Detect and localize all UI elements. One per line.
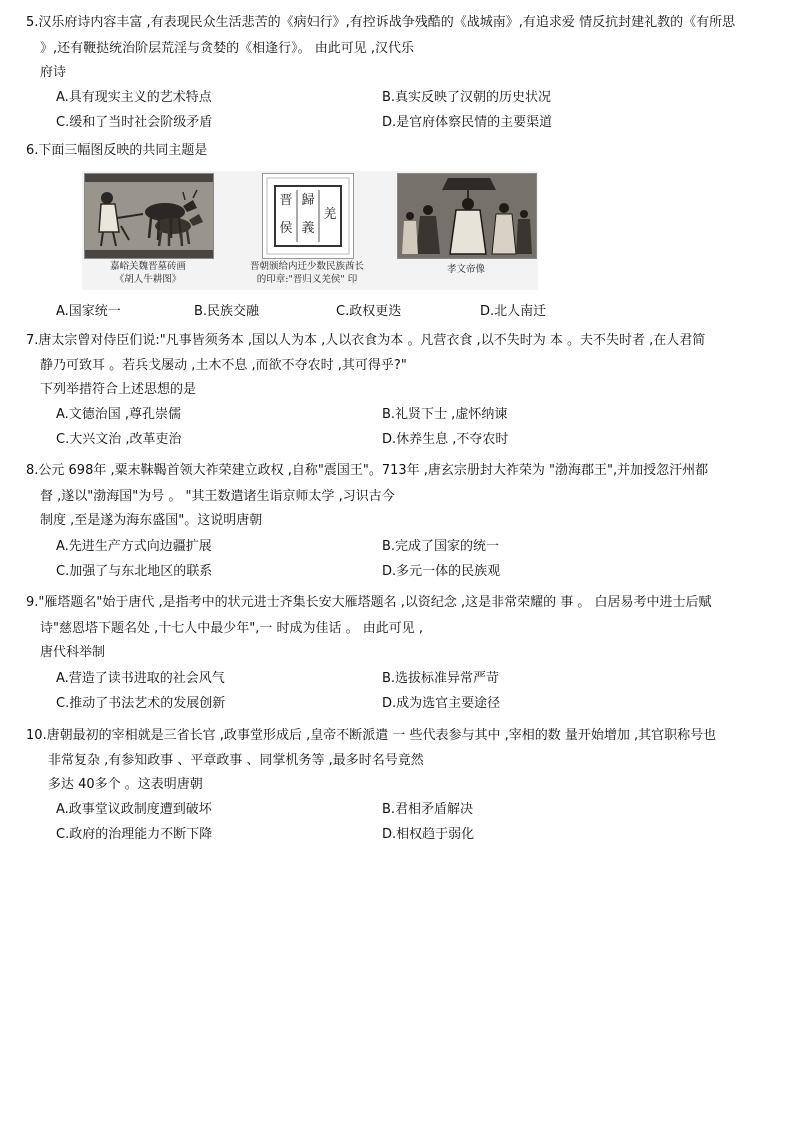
q7-option-d[interactable]: D.休养生息 ,不夺农时 [382,432,509,447]
q7-stem-line-3: 下列举措符合上述思想的是 [40,382,197,397]
q8-option-d[interactable]: D.多元一体的民族观 [382,564,501,579]
q6-option-c[interactable]: C.政权更迭 [336,304,402,319]
q5-option-a[interactable]: A.具有现实主义的艺术特点 [56,90,212,105]
q10-option-c[interactable]: C.政府的治理能力不断下降 [56,827,213,842]
q9-stem-line-1: 9."雁塔题名"始于唐代 ,是指考中的状元进士齐集长安大雁塔题名 ,以资纪念 ,这是非常荣耀的 事 。 白居易考中进士后赋 [26,595,712,610]
q6-option-a[interactable]: A.国家统一 [56,304,121,319]
q7-option-b[interactable]: B.礼贤下士 ,虚怀纳谏 [382,407,508,422]
q9-option-a[interactable]: A.营造了读书进取的社会风气 [56,671,225,686]
svg-text:晋: 晋 [279,193,293,208]
figure-1-caption-line-2: 《胡人牛耕图》 [114,274,182,285]
q10-option-d[interactable]: D.相权趋于弱化 [382,827,475,842]
emperor-xiaowen-portrait-image [397,173,537,259]
q10-stem-line-1: 10.唐朝最初的宰相就是三省长官 ,政事堂形成后 ,皇帝不断派遣 一 些代表参与其中 ,宰相的数 量开始增加 ,其官职称号也 [26,728,717,743]
q6-option-b[interactable]: B.民族交融 [194,304,260,319]
q8-stem-line-1: 8.公元 698年 ,粟末靺鞨首领大祚荣建立政权 ,自称"震国王"。713年 ,唐玄宗册封大祚荣为 "渤海郡王",并加授忽汗州都 [26,463,709,478]
q8-option-c[interactable]: C.加强了与东北地区的联系 [56,564,213,579]
q5-stem-line-2: 》,还有鞭挞统治阶层荒淫与贪婪的《相逢行》。 由此可见 ,汉代乐 [40,41,415,56]
q5-stem-line-3: 府诗 [40,65,67,80]
q6-stem-line-1: 6.下面三幅图反映的共同主题是 [26,143,208,158]
q10-option-a[interactable]: A.政事堂议政制度遭到破坏 [56,802,212,817]
q9-option-d[interactable]: D.成为选官主要途径 [382,696,501,711]
q9-option-b[interactable]: B.选拔标准异常严苛 [382,671,500,686]
seal-imprint-image [262,173,354,259]
seal-svg [263,174,353,258]
q10-stem-line-2: 非常复杂 ,有参知政事 、平章政事 、同掌机务等 ,最多时名号竟然 [48,753,424,768]
svg-text:歸: 歸 [301,193,315,208]
q8-option-a[interactable]: A.先进生产方式向边疆扩展 [56,539,212,554]
q10-option-b[interactable]: B.君相矛盾解决 [382,802,474,817]
emperor-portrait-svg [398,174,536,258]
svg-text:侯: 侯 [279,221,293,236]
q5-stem-line-1: 5.汉乐府诗内容丰富 ,有表现民众生活悲苦的《病妇行》,有控诉战争残酷的《战城南》,有追求爱 情反抗封建礼教的《有所思 [26,15,736,30]
figure-3-caption: 孝文帝像 [446,264,485,275]
q9-option-c[interactable]: C.推动了书法艺术的发展创新 [56,696,226,711]
q8-stem-line-2: 督 ,遂以"渤海国"为号 。 "其王数遣诸生诣京师太学 ,习识古今 [40,489,395,504]
q5-option-c[interactable]: C.缓和了当时社会阶级矛盾 [56,115,213,130]
q5-option-b[interactable]: B.真实反映了汉朝的历史状况 [382,90,552,105]
figure-2-caption-line-1: 晋朝颁给内迁少数民族酋长 [249,261,364,272]
q9-stem-line-3: 唐代科举制 [40,645,106,660]
svg-text:義: 義 [301,221,315,236]
q7-stem-line-2: 静乃可致耳 。若兵戈屡动 ,土木不息 ,而欲不夺农时 ,其可得乎?" [40,358,407,373]
q8-option-b[interactable]: B.完成了国家的统一 [382,539,500,554]
q9-stem-line-2: 诗"慈恩塔下题名处 ,十七人中最少年",一 时成为佳话 。 由此可见 , [40,621,424,636]
figure-1-caption-line-1: 嘉峪关魏晋墓砖画 [109,261,186,272]
q7-option-a[interactable]: A.文德治国 ,尊孔崇儒 [56,407,182,422]
ox-plowing-painting-svg [85,174,213,258]
figure-2-caption-line-2: 的印章:"晋归义羌侯" 印 [256,274,358,285]
svg-text:羌: 羌 [323,207,337,222]
ox-plowing-painting-image [84,173,214,259]
q7-stem-line-1: 7.唐太宗曾对侍臣们说:"凡事皆须务本 ,国以人为本 ,人以衣食为本 。凡营衣食 ,以不失时为 本 。夫不失时者 ,在人君简 [26,333,706,348]
q6-option-d[interactable]: D.北人南迁 [480,304,547,319]
q5-option-d[interactable]: D.是官府体察民情的主要渠道 [382,115,553,130]
q8-stem-line-3: 制度 ,至是遂为海东盛国"。这说明唐朝 [40,513,263,528]
q10-stem-line-3: 多达 40多个 。这表明唐朝 [48,777,203,792]
q7-option-c[interactable]: C.大兴文治 ,改革吏治 [56,432,182,447]
